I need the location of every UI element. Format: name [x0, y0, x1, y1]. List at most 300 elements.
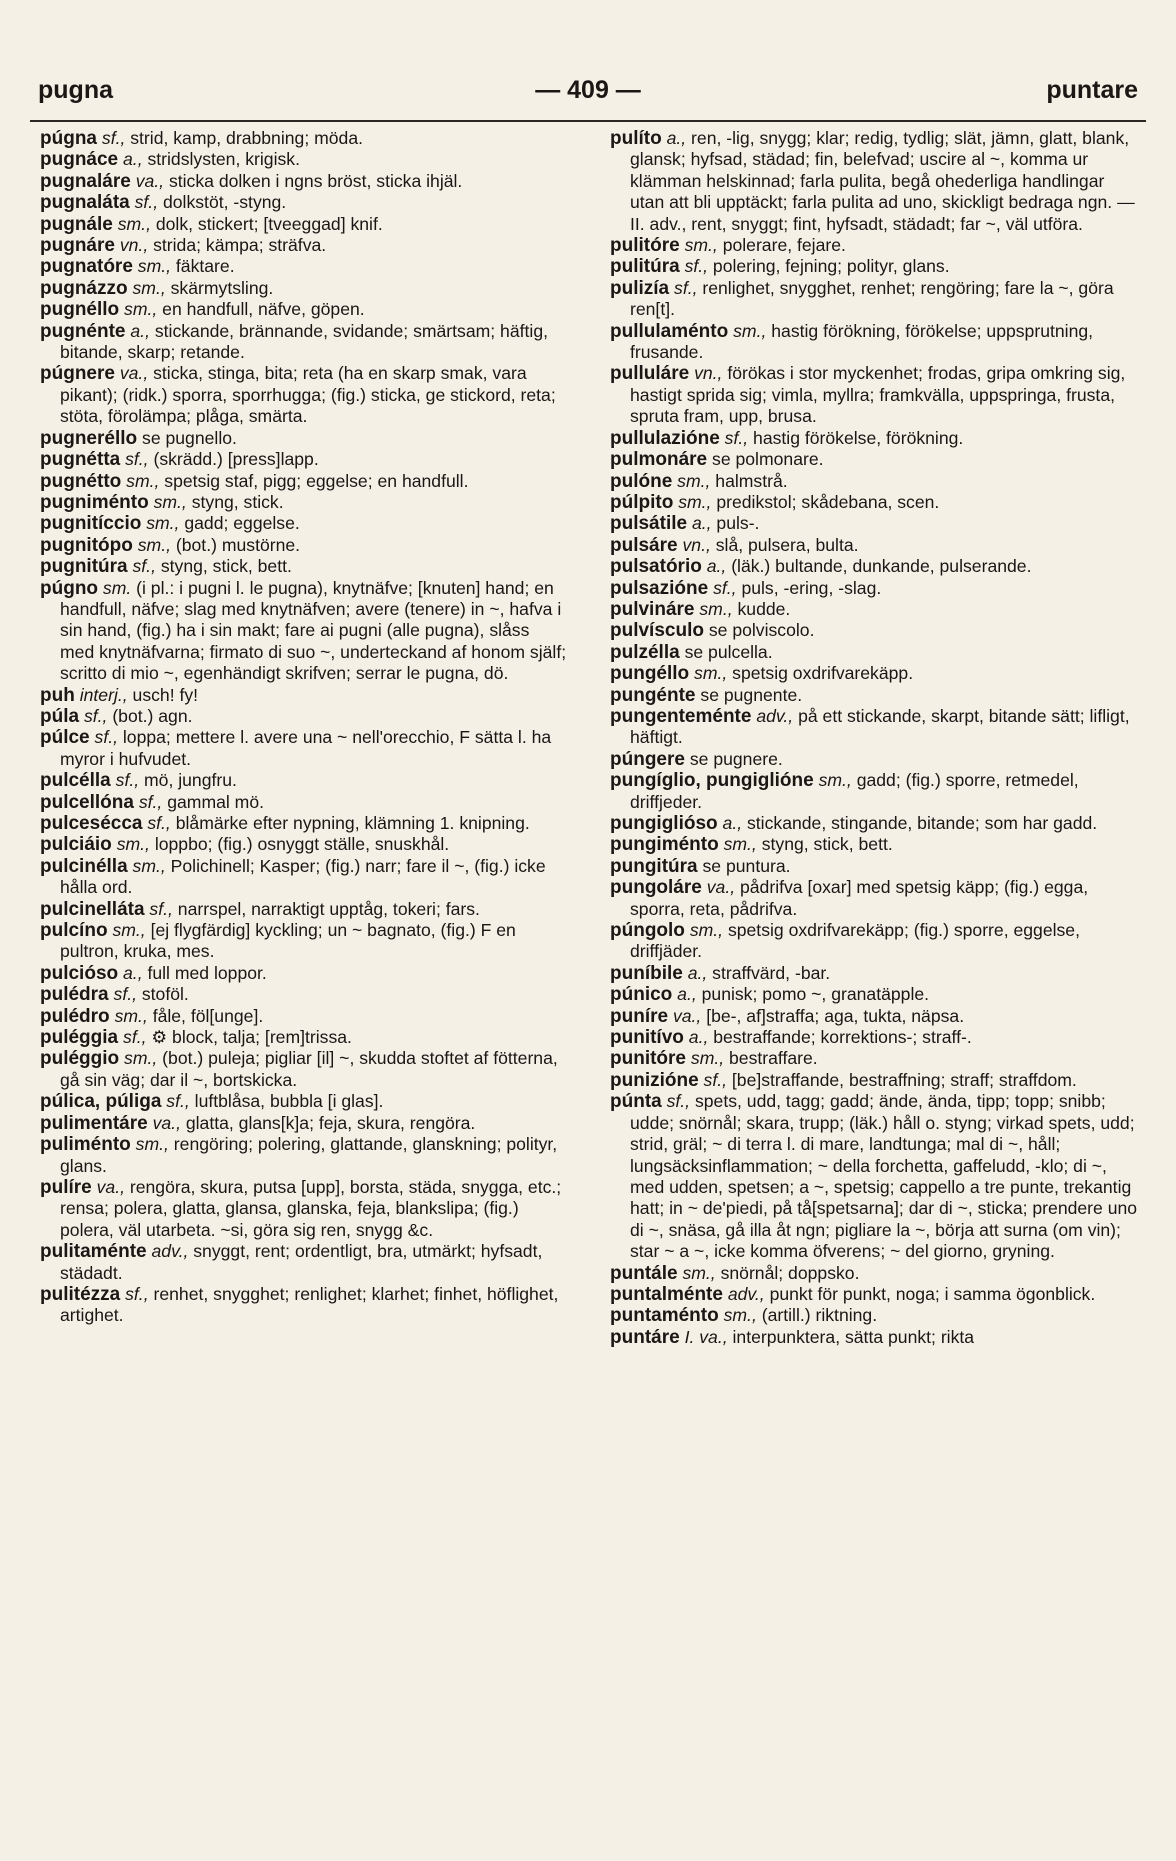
dictionary-entry [40, 963, 568, 984]
dictionary-entry [610, 235, 1138, 256]
entry-headword: pullulazióne [610, 427, 720, 449]
entry-definition: gammal mö. [167, 791, 265, 812]
entry-definition: pådrifva [oxar] med spetsig käpp; (fig.) egga, sporra, reta, pådrifva. [630, 877, 1089, 919]
dictionary-entry [610, 256, 1138, 277]
entry-definition: ⚙ block, talja; [rem]trissa. [151, 1027, 352, 1048]
dictionary-entry [610, 920, 1138, 963]
entry-definition: Polichinell; Kasper; (fig.) narr; fare il ~, (fig.) icke hålla ord. [60, 855, 546, 898]
entry-headword: púgnere [40, 363, 115, 385]
entry-headword: púlica, púliga [40, 1091, 162, 1113]
entry-headword: pulcellóna [40, 791, 134, 813]
dictionary-entry [610, 428, 1138, 449]
header-rule [30, 120, 1146, 122]
dictionary-entry [610, 471, 1138, 492]
entry-definition: kudde. [737, 598, 791, 619]
entry-headword: pungénte [610, 684, 696, 706]
entry-definition: [ej flygfärdig] kyckling; un ~ bagnato, (fig.) F en pultron, kruka, mes. [60, 920, 516, 962]
entry-definition: skärmytsling. [170, 277, 274, 298]
dictionary-entry [40, 1284, 568, 1327]
entry-definition: stridslysten, krigisk. [147, 149, 300, 170]
entry-definition: slå, pulsera, bulta. [715, 534, 859, 555]
dictionary-entry [610, 449, 1138, 470]
entry-grammar: va., [152, 1112, 181, 1133]
entry-headword: pungéllo [610, 663, 690, 685]
dictionary-entry [610, 770, 1138, 813]
entry-definition: polerare, fejare. [722, 235, 846, 256]
entry-headword: puntáre [610, 1326, 680, 1348]
entry-definition: puls, -ering, -slag. [741, 577, 882, 598]
entry-headword: puh [40, 684, 75, 706]
entry-definition: punisk; pomo ~, granatäpple. [701, 984, 930, 1005]
entry-definition: bestraffande; korrektions-; straff-. [713, 1027, 972, 1048]
entry-headword: pulóne [610, 470, 673, 492]
entry-headword: pugnitíccio [40, 513, 142, 535]
entry-grammar: sf., [123, 1027, 147, 1048]
entry-headword: pulitaménte [40, 1241, 147, 1263]
dictionary-entry [40, 578, 568, 685]
entry-definition: på ett stickande, skarpt, bitande sätt; lifligt, häftigt. [630, 705, 1130, 748]
entry-grammar: sm., [733, 320, 767, 341]
dictionary-entry [40, 321, 568, 364]
dictionary-entry [610, 278, 1138, 321]
entry-definition: (bot.) agn. [112, 705, 193, 726]
entry-grammar: sm., [135, 1134, 169, 1155]
entry-headword: pulcinélla [40, 855, 128, 877]
entry-grammar: sm., [117, 213, 151, 234]
entry-grammar: a., [130, 320, 150, 341]
dictionary-entry [40, 214, 568, 235]
entry-definition: sticka dolken i ngns bröst, sticka ihjäl. [168, 170, 463, 191]
page-number: — 409 — [535, 76, 641, 104]
entry-definition: fåle, föl[unge]. [152, 1005, 264, 1026]
dictionary-entry [610, 963, 1138, 984]
entry-grammar: va., [672, 1005, 702, 1026]
entry-headword: púnico [610, 984, 673, 1006]
entry-headword: pugnatóre [40, 256, 133, 278]
entry-definition: puls-. [716, 513, 760, 534]
dictionary-entry [40, 513, 568, 534]
dictionary-entry [40, 1177, 568, 1241]
dictionary-entry [610, 877, 1138, 920]
entry-definition: renhet, snygghet; renlighet; klarhet; finhet, höflighet, artighet. [60, 1283, 559, 1326]
dictionary-entry [40, 535, 568, 556]
entry-headword: pulimentáre [40, 1112, 148, 1134]
entry-definition: strid, kamp, drabbning; möda. [130, 128, 363, 148]
entry-definition: se puntura. [702, 855, 791, 876]
entry-grammar: adv., [151, 1241, 189, 1262]
entry-grammar: sm., [126, 470, 160, 491]
entry-grammar: a., [677, 984, 697, 1005]
dictionary-entry [40, 834, 568, 855]
entry-grammar: sm., [124, 299, 158, 320]
entry-grammar: sf., [149, 898, 173, 919]
entry-grammar: sf., [666, 1091, 691, 1112]
left-column [40, 128, 568, 1327]
entry-grammar: sm., [137, 534, 171, 555]
dictionary-entry [610, 1048, 1138, 1069]
entry-grammar: vn., [682, 534, 711, 555]
entry-definition: (i pl.: i pugni l. le pugna), knytnäfve; [knuten] hand; en handfull, näfve; slag med knytnäfven; avere (tenere) in ~, hafva i sin hand, (fig.) ha i sin makt; fare ai pugni (alle pugna), slåss med knytnäfvarna; firmato di suo ~, underteckand af honom själf; scritto di mio ~, egenhändigt skrifven; serrar le pugna, dö. [60, 577, 567, 684]
dictionary-entry [40, 685, 568, 706]
entry-grammar: a., [123, 149, 143, 170]
entry-definition: mö, jungfru. [144, 770, 237, 791]
entry-definition: stickande, stingande, bitande; som har gadd. [747, 813, 1098, 833]
dictionary-entry [610, 813, 1138, 834]
entry-headword: puléggia [40, 1027, 119, 1049]
entry-headword: pugnále [40, 213, 113, 235]
entry-grammar: sm., [114, 1005, 148, 1026]
entry-headword: pugniménto [40, 491, 149, 513]
entry-headword: pulcinelláta [40, 898, 145, 920]
dictionary-entry [40, 278, 568, 299]
entry-definition: punkt för punkt, noga; i samma ögonblick. [769, 1283, 1096, 1304]
dictionary-entry [40, 449, 568, 470]
entry-definition: narrspel, narraktigt upptåg, tokeri; fars. [177, 898, 480, 919]
entry-headword: punitóre [610, 1048, 686, 1070]
entry-grammar: sf., [101, 128, 126, 148]
entry-headword: pugnénte [40, 320, 126, 342]
dictionary-entry [610, 1091, 1138, 1262]
entry-headword: pulzélla [610, 641, 680, 663]
entry-definition: [be]straffande, bestraffning; straff; straffdom. [731, 1069, 1077, 1090]
dictionary-entry [40, 235, 568, 256]
entry-headword: pulcélla [40, 770, 111, 792]
entry-grammar: adv., [756, 705, 794, 726]
entry-headword: pugnitópo [40, 534, 133, 556]
dictionary-entry [40, 1241, 568, 1284]
entry-grammar: sf., [674, 277, 698, 298]
entry-grammar: sm., [153, 491, 187, 512]
entry-definition: snyggt, rent; ordentligt, bra, utmärkt; hyfsadt, städadt. [60, 1241, 543, 1283]
entry-headword: pulédra [40, 984, 109, 1006]
dictionary-entry [610, 1284, 1138, 1305]
dictionary-entry [40, 492, 568, 513]
entry-headword: puntaménto [610, 1305, 719, 1327]
entry-definition: en handfull, näfve, göpen. [162, 299, 365, 320]
entry-definition: dolk, stickert; [tveeggad] knif. [155, 213, 383, 234]
entry-headword: pulluláre [610, 363, 690, 385]
entry-grammar: I. va., [684, 1326, 728, 1347]
entry-definition: se polmonare. [712, 449, 824, 470]
entry-definition: interpunktera, sätta punkt; rikta [732, 1326, 975, 1347]
entry-headword: púgno [40, 577, 99, 599]
entry-definition: luftblåsa, bubbla [i glas]. [194, 1091, 384, 1112]
dictionary-entry [610, 663, 1138, 684]
entry-grammar: vn., [694, 363, 723, 384]
dictionary-entry [610, 1070, 1138, 1091]
entry-headword: púlpito [610, 491, 674, 513]
dictionary-entry [610, 1027, 1138, 1048]
dictionary-entry [610, 984, 1138, 1005]
entry-definition: snörnål; doppsko. [720, 1262, 860, 1283]
entry-definition: loppa; mettere l. avere una ~ nell'orecchio, F sätta l. ha myror i hufvudet. [60, 727, 552, 769]
entry-definition: gadd; eggelse. [184, 513, 300, 534]
dictionary-entry [40, 471, 568, 492]
entry-headword: pulcióso [40, 962, 119, 984]
entry-definition: stoföl. [141, 984, 189, 1005]
entry-grammar: sm., [124, 1048, 158, 1069]
entry-grammar: sf., [138, 791, 163, 812]
entry-definition: se polviscolo. [708, 620, 815, 641]
entry-grammar: sm., [116, 834, 150, 855]
entry-headword: puníbile [610, 962, 683, 984]
dictionary-entry [610, 685, 1138, 706]
entry-definition: strida; kämpa; sträfva. [153, 235, 327, 256]
entry-definition: fäktare. [175, 256, 235, 277]
entry-definition: (bot.) puleja; pigliar [il] ~, skudda stoftet af fötterna, gå sin väg; dar il ~, bortskicka. [60, 1048, 558, 1090]
entry-grammar: a., [666, 128, 687, 148]
entry-headword: pulsáre [610, 534, 678, 556]
dictionary-entry [610, 856, 1138, 877]
dictionary-entry [40, 1006, 568, 1027]
entry-grammar: sf., [134, 192, 159, 213]
entry-grammar: sm., [694, 663, 728, 684]
entry-grammar: sm., [690, 1048, 725, 1069]
dictionary-entry [610, 642, 1138, 663]
dictionary-entry [610, 128, 1138, 235]
entry-grammar: sm. [102, 577, 132, 598]
entry-definition: [be-, af]straffa; aga, tukta, näpsa. [706, 1005, 965, 1026]
entry-grammar: sm., [677, 470, 711, 491]
dictionary-entry [40, 770, 568, 791]
entry-headword: pulvináre [610, 598, 695, 620]
entry-definition: (läk.) bultande, dunkande, pulserande. [731, 556, 1032, 577]
entry-grammar: sf., [724, 427, 749, 448]
entry-headword: pungoláre [610, 877, 702, 899]
running-header [38, 76, 1138, 110]
entry-headword: pulédro [40, 1005, 110, 1027]
entry-grammar: sm., [699, 598, 733, 619]
dictionary-entry [40, 813, 568, 834]
entry-headword: pugnitúra [40, 556, 128, 578]
entry-definition: hastig förökelse, förökning. [753, 427, 964, 448]
entry-grammar: a., [123, 962, 143, 983]
entry-headword: pugnéllo [40, 299, 120, 321]
entry-definition: predikstol; skådebana, scen. [716, 491, 940, 512]
entry-headword: pugnétto [40, 470, 122, 492]
entry-grammar: sf., [166, 1091, 190, 1112]
entry-definition: rengöra, skura, putsa [upp], borsta, städa, snygga, etc.; rensa; polera, glatta, glansa, glanska, feja, blankslipa; (fig.) polera, väl utarbeta. ~si, göra sig ren, snygg &c. [60, 1176, 562, 1240]
entry-headword: pugnaláre [40, 170, 131, 192]
entry-grammar: sm., [723, 1305, 757, 1326]
entry-headword: pugnáce [40, 149, 119, 171]
entry-headword: pulsatório [610, 556, 702, 578]
entry-grammar: sm., [684, 235, 718, 256]
entry-headword: pulcíno [40, 920, 108, 942]
dictionary-entry [610, 535, 1138, 556]
entry-definition: polering, fejning; polityr, glans. [712, 256, 950, 277]
entry-headword: púlce [40, 727, 90, 749]
dictionary-entry [610, 706, 1138, 749]
entry-headword: púgna [40, 128, 97, 149]
entry-headword: puntalménte [610, 1283, 723, 1305]
entry-headword: puliménto [40, 1134, 131, 1156]
entry-headword: puléggio [40, 1048, 120, 1070]
entry-headword: púngere [610, 748, 685, 770]
entry-headword: pungíglio, pungiglióne [610, 770, 814, 792]
dictionary-entry [610, 492, 1138, 513]
entry-definition: sticka, stinga, bita; reta (ha en skarp smak, vara pikant); (ridk.) sporra, sporrhugga; (fig.) sticka, ge stickord, reta; stöta, förolämpa; plåga, smärta. [60, 363, 556, 427]
entry-definition: spetsig oxdrifvarekäpp; (fig.) sporre, eggelse, driffjäder. [630, 920, 1080, 962]
entry-definition: spetsig staf, pigg; eggelse; en handfull. [164, 470, 469, 491]
entry-headword: pugnáre [40, 235, 115, 257]
entry-definition: se pulcella. [684, 641, 773, 662]
entry-headword: pungitúra [610, 855, 698, 877]
dictionary-entry [610, 834, 1138, 855]
entry-definition: styng, stick, bett. [761, 834, 893, 855]
entry-definition: (skrädd.) [press]lapp. [153, 449, 319, 470]
dictionary-entry [610, 749, 1138, 770]
entry-grammar: sf., [703, 1069, 728, 1090]
dictionary-entry [40, 1048, 568, 1091]
dictionary-entry [40, 727, 568, 770]
dictionary-entry [610, 556, 1138, 577]
entry-headword: pulitézza [40, 1283, 121, 1305]
entry-definition: rengöring; polering, glattande, glanskning; polityr, glans. [60, 1134, 558, 1176]
dictionary-entry [40, 363, 568, 427]
entry-definition: usch! fy! [132, 684, 199, 705]
entry-headword: pugneréllo [40, 427, 138, 449]
entry-grammar: a., [691, 513, 712, 534]
entry-grammar: sf., [113, 984, 137, 1005]
entry-definition: glatta, glans[k]a; feja, skura, rengöra. [185, 1112, 476, 1133]
dictionary-entry [610, 1263, 1138, 1284]
entry-headword: pungiglióso [610, 813, 718, 834]
entry-definition: blåmärke efter nypning, klämning 1. knipning. [175, 813, 530, 833]
entry-headword: pulitóre [610, 235, 680, 257]
dictionary-entry [40, 984, 568, 1005]
entry-definition: förökas i stor myckenhet; frodas, gripa omkring sig, hastigt sprida sig; vimla, myllra; framkvälla, uppspringa, frusta, spruta fram, upp, brusa. [630, 363, 1126, 427]
entry-definition: (bot.) mustörne. [175, 534, 301, 555]
dictionary-entry [610, 1327, 1138, 1348]
entry-grammar: a., [687, 962, 708, 983]
dictionary-entry [610, 1305, 1138, 1326]
entry-headword: púnta [610, 1091, 662, 1113]
entry-definition: full med loppor. [147, 962, 267, 983]
dictionary-entry [40, 149, 568, 170]
dictionary-entry [40, 128, 568, 149]
entry-definition: dolkstöt, -styng. [162, 192, 287, 213]
entry-definition: bestraffare. [729, 1048, 818, 1069]
entry-grammar: va., [135, 170, 165, 191]
dictionary-entry [40, 792, 568, 813]
entry-headword: púngolo [610, 920, 685, 942]
entry-grammar: va., [706, 877, 736, 898]
entry-grammar: sf., [125, 1283, 149, 1304]
dictionary-entry [40, 428, 568, 449]
entry-headword: puntále [610, 1262, 678, 1284]
entry-headword: punitívo [610, 1027, 684, 1049]
entry-grammar: va., [96, 1176, 125, 1197]
entry-headword: pulvísculo [610, 620, 704, 642]
entry-definition: styng, stick, bett. [160, 556, 292, 577]
entry-headword: pulmonáre [610, 449, 708, 471]
entry-headword: punizióne [610, 1069, 699, 1091]
dictionary-entry [610, 513, 1138, 534]
dictionary-entry [40, 192, 568, 213]
dictionary-entry [40, 1134, 568, 1177]
entry-grammar: vn., [119, 235, 149, 256]
entry-grammar: sm., [689, 920, 724, 941]
entry-headword: puníre [610, 1005, 669, 1027]
dictionary-entry [610, 620, 1138, 641]
entry-headword: pulíre [40, 1176, 92, 1198]
entry-definition: ren, -lig, snygg; klar; redig, tydlig; slät, jämn, glatt, blank, glansk; hyfsad, städad; fin, belefvad; uscire al ~, komma ur klämman helskinnad; farla pulita, begå ohederliga handlingar utan att bli upptäckt; farla pulita ad uno, skickligt bedraga ngn. — II. adv., rent, snyggt; fint, hyfsadt, städadt; far ~, väl utföra. [630, 128, 1135, 234]
entry-grammar: sm., [146, 513, 180, 534]
entry-grammar: a., [722, 813, 743, 833]
entry-definition: loppbo; (fig.) osnyggt ställe, snuskhål. [154, 834, 450, 855]
entry-grammar: sf., [132, 556, 156, 577]
entry-grammar: sm., [682, 1262, 716, 1283]
entry-headword: pugnaláta [40, 192, 130, 214]
entry-grammar: sm., [678, 491, 712, 512]
entry-definition: (artill.) riktning. [761, 1305, 878, 1326]
dictionary-entry [40, 1113, 568, 1134]
dictionary-entry [40, 556, 568, 577]
entry-definition: halmstrå. [715, 470, 788, 491]
dictionary-entry [40, 706, 568, 727]
entry-headword: pulitúra [610, 256, 680, 278]
entry-headword: pulíto [610, 128, 662, 149]
entry-grammar: sf., [684, 256, 709, 277]
entry-grammar: sm., [818, 770, 852, 791]
entry-grammar: a., [706, 556, 727, 577]
entry-grammar: sf., [125, 449, 149, 470]
entry-headword: pugnétta [40, 449, 121, 471]
entry-headword: pugnázzo [40, 277, 128, 299]
entry-headword: pungiménto [610, 834, 719, 856]
entry-headword: pulceséccа [40, 813, 143, 834]
dictionary-entry [610, 578, 1138, 599]
dictionary-entry [610, 599, 1138, 620]
entry-grammar: a., [688, 1027, 709, 1048]
dictionary-entry [40, 256, 568, 277]
entry-definition: hastig förökning, förökelse; uppsprutning, frusande. [630, 320, 1094, 363]
left-running-headword: pugna [38, 76, 113, 104]
entry-headword: pullulaménto [610, 320, 729, 342]
entry-definition: gadd; (fig.) sporre, retmedel, driffjeder. [630, 770, 1079, 812]
entry-headword: púla [40, 705, 80, 727]
entry-grammar: sm., [112, 920, 146, 941]
entry-grammar: sf., [115, 770, 140, 791]
entry-headword: pulsátile [610, 513, 688, 535]
entry-definition: straffvärd, -bar. [712, 962, 831, 983]
entry-definition: se pugnello. [142, 427, 237, 448]
entry-definition: renlighet, snygghet, renhet; rengöring; fare la ~, göra ren[t]. [630, 277, 1114, 320]
entry-definition: se pugnente. [700, 684, 803, 705]
entry-grammar: sm., [132, 855, 166, 876]
entry-grammar: sm., [132, 277, 166, 298]
entry-headword: pungenteménte [610, 705, 752, 727]
entry-grammar: sm., [723, 834, 757, 855]
entry-grammar: adv., [727, 1283, 765, 1304]
entry-grammar: interj., [79, 684, 128, 705]
entry-headword: pulciáio [40, 834, 112, 856]
entry-grammar: va., [119, 363, 149, 384]
entry-grammar: sf., [94, 727, 118, 748]
entry-grammar: sf., [713, 577, 737, 598]
dictionary-entry [610, 363, 1138, 427]
dictionary-entry [40, 920, 568, 963]
entry-definition: se pugnere. [689, 748, 783, 769]
dictionary-entry [610, 321, 1138, 364]
entry-headword: pulsazióne [610, 577, 709, 599]
entry-definition: stickande, brännande, svidande; smärtsam; häftig, bitande, skarp; retande. [60, 320, 548, 363]
entry-definition: spets, udd, tagg; gadd; ände, ända, tipp; topp; snibb; udde; snörnål; skara, trupp; (läk.) håll o. styng; virkad spets, udd; strid, gräl; ~ di terra l. di mare, landtunga; mal di ~, håll; lungsäcksinflammation; ~ della forchetta, gaffeludd, -klo; di ~, med udden, spetsen; a ~, spetsig; cappello a tre punte, trekantig hatt; in ~ de'piedi, på tå[spetsarna]; dar di ~, sticka; prendere uno di ~, snäsa, gå illa åt ngn; pigliare la ~, börja att surna (om vin); star ~ a ~, icke komma öfverens; ~ del giorno, gryning. [630, 1091, 1138, 1262]
entry-headword: pulizía [610, 277, 670, 299]
right-running-headword: puntare [1046, 76, 1138, 104]
dictionary-entry [40, 856, 568, 899]
